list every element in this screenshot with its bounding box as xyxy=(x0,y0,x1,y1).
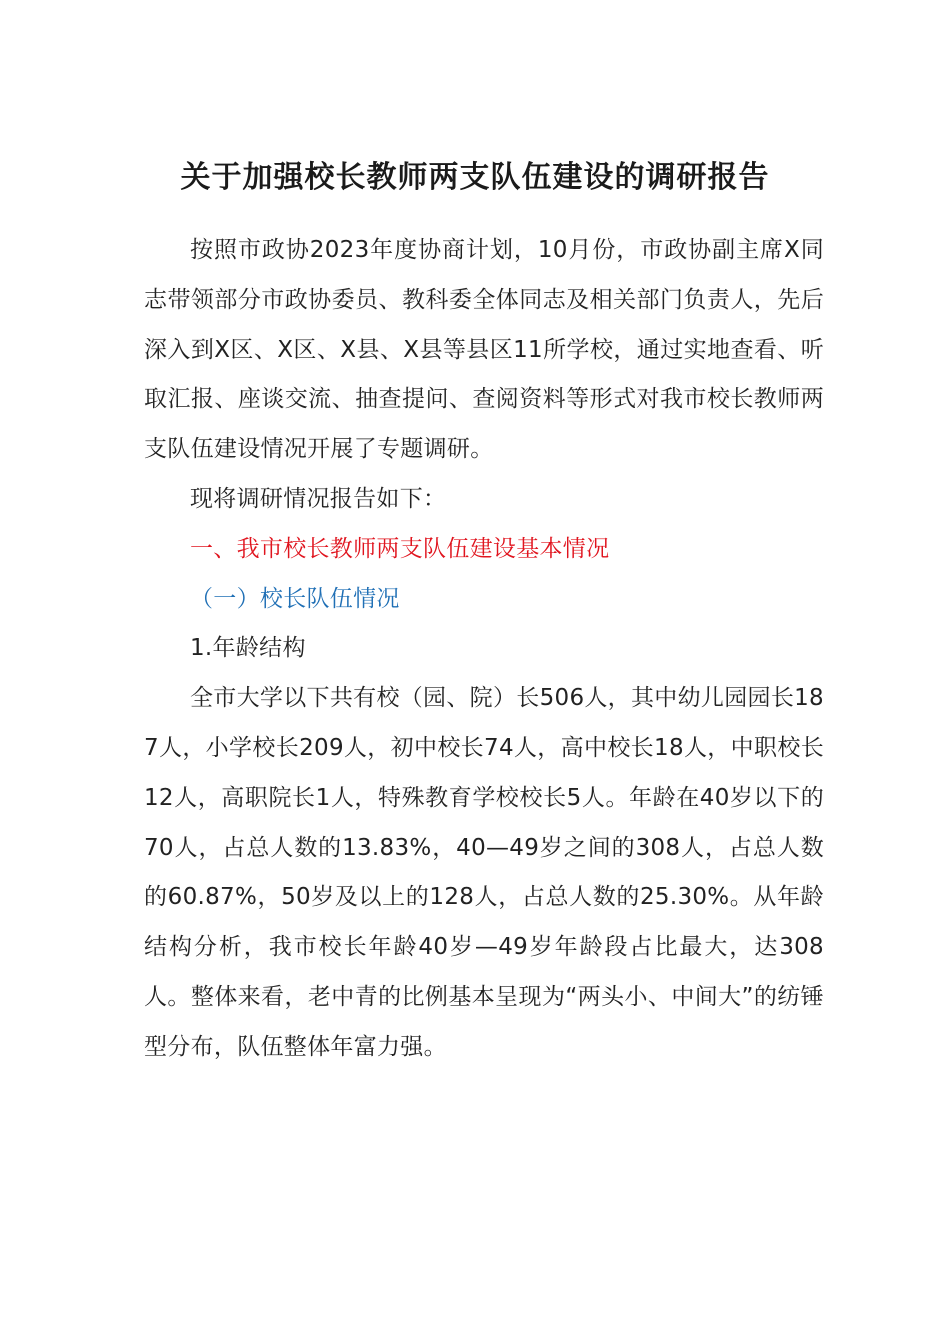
document-body xyxy=(144,226,824,1073)
age-structure-paragraph: 全市大学以下共有校（园、院）长506人，其中幼儿园园长187人，小学校长209人，初中校长74人，高中校长18人，中职校长12人，高职院长1人，特殊教育学校校长5人。年龄在40岁以下的70人，占总人数的13.83%，40—49岁之间的308人，占总人数的60.87%，50岁及以上的128人，占总人数的25.30%。从年龄结构分析，我市校长年龄40岁—49岁年龄段占比最大，达308人。整体来看，老中青的比例基本呈现为“两头小、中间大”的纺锤型分布，队伍整体年富力强。 xyxy=(144,685,824,1060)
section-heading: 一、我市校长教师两支队伍建设基本情况 xyxy=(190,535,610,562)
report-lead-paragraph: 现将调研情况报告如下： xyxy=(190,485,447,512)
document-title: 关于加强校长教师两支队伍建设的调研报告 xyxy=(180,160,770,195)
item-heading: 1.年龄结构 xyxy=(190,635,306,662)
subsection-heading: （一）校长队伍情况 xyxy=(190,585,400,612)
intro-paragraph: 按照市政协2023年度协商计划，10月份，市政协副主席X同志带领部分市政协委员、教科委全体同志及相关部门负责人，先后深入到X区、X区、X县、X县等县区11所学校，通过实地查看、听取汇报、座谈交流、抽查提问、查阅资料等形式对我市校长教师两支队伍建设情况开展了专题调研。 xyxy=(144,237,824,463)
